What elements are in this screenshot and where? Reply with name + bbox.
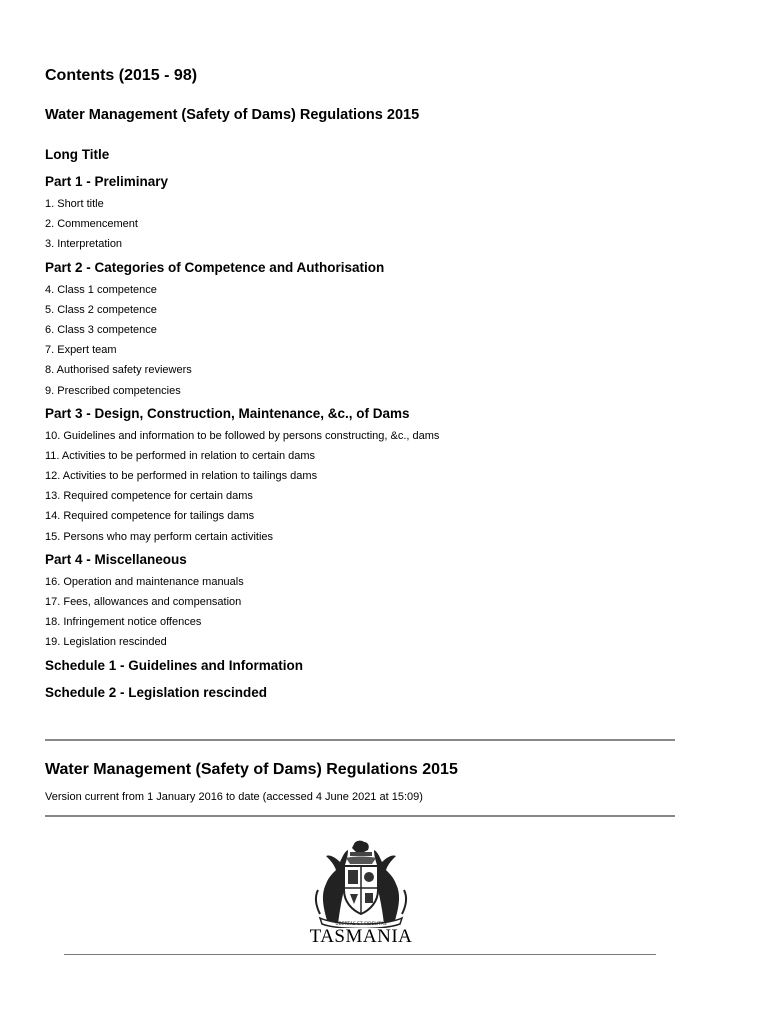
toc-part-1-heading[interactable]: Part 1 - Preliminary xyxy=(45,174,169,189)
toc-part-4-list xyxy=(45,572,675,653)
toc-part-2-list xyxy=(45,280,675,401)
toc-item-6[interactable]: 6. Class 3 competence xyxy=(45,323,157,336)
toc-schedule-2[interactable]: Schedule 2 - Legislation rescinded xyxy=(45,684,268,700)
toc-item-11[interactable]: 11. Activities to be performed in relation to certain dams xyxy=(45,449,316,462)
contents-title: Contents (2015 - 98) xyxy=(45,67,198,84)
toc-part-1-list xyxy=(45,194,675,255)
toc-item-16[interactable]: 16. Operation and maintenance manuals xyxy=(45,575,244,588)
toc-part-2-heading[interactable]: Part 2 - Categories of Competence and Authorisation xyxy=(45,259,385,275)
toc-item-10[interactable]: 10. Guidelines and information to be followed by persons constructing, &c., dams xyxy=(45,429,440,442)
toc-item-9[interactable]: 9. Prescribed competencies xyxy=(45,384,181,397)
toc-item-13[interactable]: 13. Required competence for certain dams xyxy=(45,490,253,503)
toc-item-14[interactable]: 14. Required competence for tailings dams xyxy=(45,510,255,523)
toc-long-title[interactable]: Long Title xyxy=(45,147,110,162)
toc-item-15[interactable]: 15. Persons who may perform certain activities xyxy=(45,530,274,543)
toc-item-2[interactable]: 2. Commencement xyxy=(45,218,138,231)
toc-part-4-heading[interactable]: Part 4 - Miscellaneous xyxy=(45,551,187,567)
toc-item-8[interactable]: 8. Authorised safety reviewers xyxy=(45,364,192,377)
section-divider xyxy=(45,739,675,741)
toc-item-1[interactable]: 1. Short title xyxy=(45,198,104,210)
toc-item-12[interactable]: 12. Activities to be performed in relation to tailings dams xyxy=(45,470,318,483)
document-title: Water Management (Safety of Dams) Regulations 2015 xyxy=(45,761,458,778)
crest-motto: UBERTAS ET FIDELITAS xyxy=(335,922,387,927)
toc-item-4[interactable]: 4. Class 1 competence xyxy=(45,283,157,296)
toc-item-18[interactable]: 18. Infringement notice offences xyxy=(45,616,202,629)
version-note: Version current from 1 January 2016 to date (accessed 4 June 2021 at 15:09) xyxy=(45,791,423,803)
toc-item-17[interactable]: 17. Fees, allowances and compensation xyxy=(45,596,242,608)
table-of-contents xyxy=(45,146,675,711)
toc-item-5[interactable]: 5. Class 2 competence xyxy=(45,303,157,316)
toc-item-3[interactable]: 3. Interpretation xyxy=(45,238,123,251)
regulation-title[interactable]: Water Management (Safety of Dams) Regulations 2015 xyxy=(45,107,420,123)
toc-part-3-heading[interactable]: Part 3 - Design, Construction, Maintenance, &c., of Dams xyxy=(45,405,410,421)
toc-item-7[interactable]: 7. Expert team xyxy=(45,344,117,357)
toc-schedule-1[interactable]: Schedule 1 - Guidelines and Information xyxy=(45,657,304,673)
tasmania-caption: TASMANIA xyxy=(309,926,413,947)
toc-part-3-list xyxy=(45,426,675,547)
toc-item-19[interactable]: 19. Legislation rescinded xyxy=(45,636,167,649)
footer-divider xyxy=(64,954,656,955)
tasmania-coat-of-arms-icon xyxy=(306,840,416,928)
section-divider xyxy=(45,815,675,817)
